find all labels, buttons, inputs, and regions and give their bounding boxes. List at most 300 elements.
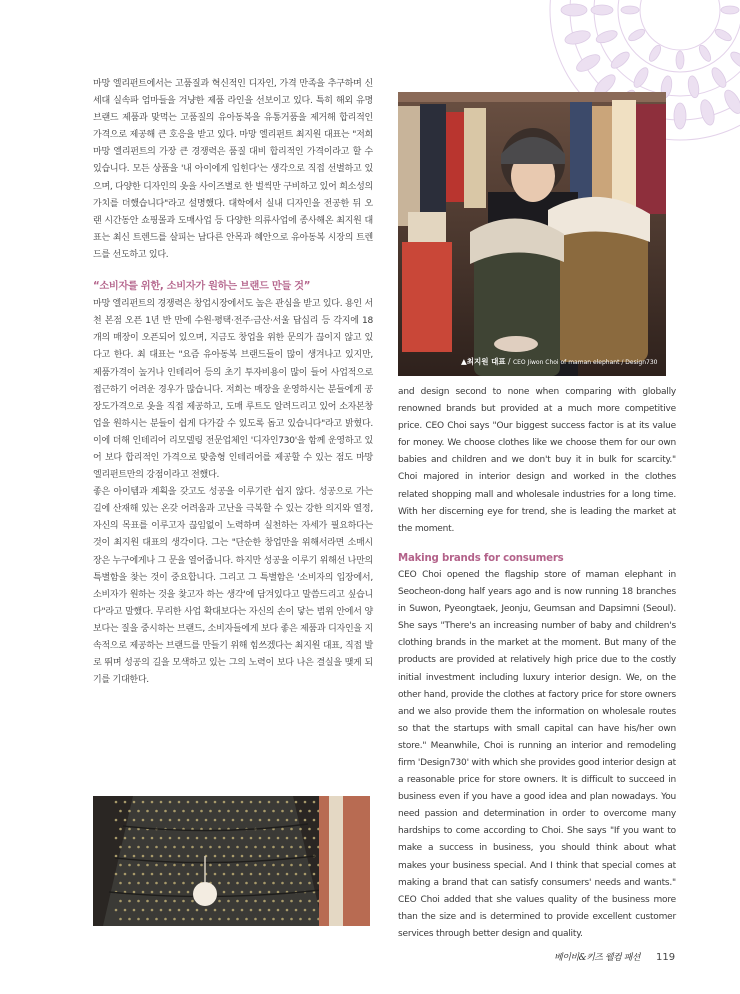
fabric-dot [313, 909, 316, 912]
fabric-dot [245, 918, 248, 921]
fabric-dot [232, 873, 235, 876]
mandala-petal [709, 66, 729, 90]
fabric-dot [281, 918, 284, 921]
mandala-petal [609, 49, 632, 71]
fabric-dot [187, 855, 190, 858]
fabric-dot [218, 918, 221, 921]
fabric-dot [286, 855, 289, 858]
fabric-dot [160, 855, 163, 858]
fabric-dot [169, 837, 172, 840]
fabric-dot [137, 864, 140, 867]
fabric-dot [196, 837, 199, 840]
fabric-dot [277, 837, 280, 840]
english-section-heading: Making brands for consumers [398, 552, 564, 564]
fabric-dot [227, 810, 230, 813]
fabric-dot [160, 891, 163, 894]
fabric-dot [119, 918, 122, 921]
fabric-dot [304, 801, 307, 804]
fabric-dot [250, 855, 253, 858]
fabric-dot [137, 810, 140, 813]
fabric-dot [133, 873, 136, 876]
fabric-dot [128, 864, 131, 867]
fabric-dot [128, 882, 131, 885]
fabric-dot [236, 846, 239, 849]
fabric-dot [250, 873, 253, 876]
fabric-dot [173, 846, 176, 849]
fabric-dot [295, 909, 298, 912]
fabric-dot [272, 846, 275, 849]
fabric-dot [277, 801, 280, 804]
fabric-dot [263, 810, 266, 813]
korean-paragraph: 마망 엘리펀트에서는 고품질과 혁신적인 디자인, 가격 만족을 추구하며 신세대 실속파 엄마들을 겨냥한 제품 라인을 선보이고 있다. 특히 해외 유명 브랜드 제품과 맞먹는 고품질의 유아동복을 유통거품을 제거해 합리적인 가격으로 제공해 큰 호응을 받고 있다. 마망 엘리펀트 최지원 대표는 "저희 마망 엘리펀트의 가장 큰 경쟁력은 품질 대비 합리적인 가격이라고 할 수 있습니다. 모든 상품을 '내 아이에게 입힌다'는 생각으로 직접 선별하고 있으며, 다양한 디자인의 옷을 사이즈별로 한 벌씩만 구비하고 있어 희소성의 가치를 더했습니다"라고 설명했다. 대학에서 실내 디자인을 전공한 뒤 오랜 시간동안 쇼핑몰과 도매사업 등 다양한 의류사업에 종사해온 최지원 대표는 최신 트렌드를 살피는 남다른 안목과 혜안으로 유아동복 시장의 트렌드를 선도하고 있다. [93, 79, 373, 260]
fabric-dot [146, 900, 149, 903]
fabric-dot [223, 801, 226, 804]
fabric-dot [173, 900, 176, 903]
english-paragraph: and design second to none when comparing with globally renowned brands but provided at a much more competitive price. CEO Choi says "Our biggest success factor is at its value for money. We choose clothes like we choose them for our own babies and children and we don't buy it in bulk for scarcity." Choi majored in interior design and worked in the clothes related shopping mall and wholesale industries for a long time. With her discerning eye for trend, she is leading the market at the moment. [398, 387, 676, 534]
fabric-dot [263, 900, 266, 903]
fabric-dot [268, 891, 271, 894]
fabric-dot [169, 801, 172, 804]
fabric-dot [173, 810, 176, 813]
fabric-dot [313, 837, 316, 840]
fabric-dot [182, 918, 185, 921]
fabric-dot [313, 819, 316, 822]
fabric-dot [119, 810, 122, 813]
fabric-dot [182, 882, 185, 885]
fabric-dot [164, 810, 167, 813]
fabric-dot [295, 801, 298, 804]
fabric-dot [241, 819, 244, 822]
fabric-dot [178, 873, 181, 876]
fabric-dot [241, 909, 244, 912]
fabric-dot [250, 837, 253, 840]
fabric-dot [142, 909, 145, 912]
fabric-dot [290, 810, 293, 813]
fabric-dot [214, 801, 217, 804]
mandala-petal [698, 98, 716, 126]
fabric-dot [128, 828, 131, 831]
fabric-dot [245, 900, 248, 903]
fabric-dot [115, 801, 118, 804]
fabric-dot [155, 810, 158, 813]
fabric-dot [259, 801, 262, 804]
fabric-dot [308, 918, 311, 921]
fabric-dot [236, 918, 239, 921]
fabric-dot [281, 882, 284, 885]
fabric-dot [281, 900, 284, 903]
fabric-dot [209, 864, 212, 867]
fabric-dot [232, 837, 235, 840]
fabric-dot [200, 918, 203, 921]
fabric-dot [313, 873, 316, 876]
fabric-dot [146, 810, 149, 813]
korean-paragraph: 좋은 아이템과 계획을 갖고도 성공을 이루기란 쉽지 않다. 성공으로 가는 길에 산재해 있는 온갖 어려움과 고난을 극복할 수 있는 강한 의지와 열정, 자신의 목표를 이루고자 끊임없이 노력하며 실천하는 자세가 필요하다는 것이 최지원 대표의 생각이다. 그는 "단순한 창업만을 위해서라면 소매시장은 누구에게나 그 문을 열어줍니다. 하지만 성공을 이루기 위해선 나만의 특별함을 찾는 것이 중요합니다. 그리고 그 특별함은 '소비자의 입장에서, 소비자가 원하는 것을 찾고자 하는 생각'에 담겨있다고 말씀드리고 싶습니다"라고 말했다. 무리한 사업 확대보다는 자신의 손이 닿는 범위 안에서 양보다는 질을 중시하는 브랜드, 소비자들에게 보다 좋은 제품과 디자인을 지속적으로 제공하는 브랜드를 만들기 위해 힘쓰겠다는 최지원 대표, 직접 발로 뛰며 성공의 길을 모색하고 있는 그의 노력이 보다 나은 결실을 맺게 되기를 기대한다. [93, 487, 373, 686]
fabric-dot [187, 909, 190, 912]
ceo-photo [398, 92, 666, 376]
fabric-dot [286, 909, 289, 912]
fabric-dot [164, 864, 167, 867]
fabric-dot [124, 873, 127, 876]
fabric-dot [277, 909, 280, 912]
fabric-dot [286, 837, 289, 840]
fabric-dot [232, 891, 235, 894]
fabric-dot [245, 810, 248, 813]
fabric-dot [236, 882, 239, 885]
mandala-petal [574, 51, 603, 74]
fabric-dot [277, 819, 280, 822]
fabric-dot [133, 801, 136, 804]
fabric-dot [137, 882, 140, 885]
fabric-dot [164, 900, 167, 903]
fabric-dot [196, 873, 199, 876]
fabric-dot [268, 801, 271, 804]
fabric-dot [124, 909, 127, 912]
fabric-dot [272, 918, 275, 921]
mandala-petal [647, 44, 663, 64]
fabric-dot [295, 819, 298, 822]
fabric-dot [286, 873, 289, 876]
jacket-photo [93, 796, 370, 926]
fabric-dot [187, 819, 190, 822]
fabric-dot [286, 801, 289, 804]
fabric-dot [295, 873, 298, 876]
fabric-dot [299, 810, 302, 813]
fabric-dot [182, 810, 185, 813]
fabric-dot [268, 909, 271, 912]
fabric-dot [241, 801, 244, 804]
fabric-dot [164, 918, 167, 921]
fabric-dot [281, 828, 284, 831]
fabric-dot [304, 909, 307, 912]
fabric-dot [119, 900, 122, 903]
fabric-dot [169, 873, 172, 876]
fabric-dot [272, 810, 275, 813]
fabric-dot [223, 891, 226, 894]
fabric-dot [178, 909, 181, 912]
fabric-dot [268, 855, 271, 858]
fabric-dot [191, 918, 194, 921]
fabric-dot [115, 837, 118, 840]
mandala-petal [687, 75, 701, 98]
fabric-dot [142, 801, 145, 804]
mandala-petal [714, 27, 734, 43]
fabric-dot [205, 819, 208, 822]
fabric-dot [218, 882, 221, 885]
fabric-dot [232, 909, 235, 912]
korean-paragraph: 마망 엘리펀트의 경쟁력은 창업시장에서도 높은 관심을 받고 있다. 용인 서천 본점 오픈 1년 반 만에 수원·평택·전주·금산·서울 답십리 등 각지에 18개의 매장이 오픈되어 있으며, 지금도 창업을 위한 문의가 끊이지 않고 있다고 한다. 최 대표는 "요즘 유아동복 브랜드들이 많이 생겨나고 있지만, 제품가격이 높거나 인테리어 등의 초기 투자비용이 많이 들어 사업적으로 접근하기 어려운 경우가 많습니다. 저희는 매장을 운영하시는 분들에게 공장도가격으로 옷을 직접 제공하고, 도매 루트도 알려드리고 있어 소자본창업을 원하시는 분들이 쉽게 다가갈 수 있도록 돕고 있습니다"라고 밝혔다. 이에 더해 인테리어 리모델링 전문업체인 '디자인730'을 함께 운영하고 있어 보다 합리적인 가격으로 맞춤형 인테리어를 제공할 수 있는 점도 마망 엘리펀트만의 강점이라고 전했다. [93, 299, 373, 481]
fabric-dot [155, 846, 158, 849]
fabric-dot [182, 864, 185, 867]
fabric-dot [178, 891, 181, 894]
fabric-dot [119, 828, 122, 831]
fabric-dot [142, 837, 145, 840]
fabric-dot [227, 846, 230, 849]
fabric-dot [227, 900, 230, 903]
fabric-dot [115, 855, 118, 858]
mandala-petal [674, 103, 686, 129]
fabric-dot [218, 864, 221, 867]
fabric-dot [254, 918, 257, 921]
korean-article-column [93, 76, 373, 689]
mandala-petal [621, 6, 639, 14]
fabric-dot [245, 846, 248, 849]
fabric-dot [290, 900, 293, 903]
fabric-dot [169, 909, 172, 912]
fabric-dot [214, 909, 217, 912]
fabric-dot [272, 882, 275, 885]
english-article-column [398, 384, 676, 943]
fabric-dot [187, 801, 190, 804]
fabric-dot [227, 918, 230, 921]
fabric-dot [290, 828, 293, 831]
fabric-dot [155, 900, 158, 903]
fabric-dot [209, 810, 212, 813]
fabric-dot [272, 900, 275, 903]
fabric-dot [263, 846, 266, 849]
fabric-dot [263, 864, 266, 867]
fabric-dot [272, 864, 275, 867]
fabric-dot [146, 882, 149, 885]
fabric-dot [259, 891, 262, 894]
fabric-dot [137, 900, 140, 903]
fabric-dot [277, 873, 280, 876]
fabric-dot [137, 846, 140, 849]
fabric-dot [277, 891, 280, 894]
fabric-dot [214, 819, 217, 822]
fabric-dot [119, 864, 122, 867]
fabric-dot [299, 882, 302, 885]
fabric-dot [227, 864, 230, 867]
fabric-dot [200, 846, 203, 849]
fabric-dot [232, 801, 235, 804]
mandala-petal [721, 6, 739, 14]
fabric-dot [142, 855, 145, 858]
fabric-dot [128, 810, 131, 813]
fabric-dot [209, 918, 212, 921]
fabric-dot [115, 873, 118, 876]
fabric-dot [200, 864, 203, 867]
fabric-dot [178, 855, 181, 858]
fabric-dot [241, 891, 244, 894]
fabric-dot [290, 846, 293, 849]
fabric-dot [286, 819, 289, 822]
fabric-dot [259, 819, 262, 822]
fabric-dot [169, 855, 172, 858]
fabric-dot [308, 810, 311, 813]
fabric-dot [155, 864, 158, 867]
fabric-dot [151, 801, 154, 804]
mandala-petal [595, 28, 619, 45]
fabric-dot [299, 828, 302, 831]
fabric-dot [223, 819, 226, 822]
fabric-dot [277, 855, 280, 858]
fabric-dot [115, 909, 118, 912]
fabric-dot [299, 846, 302, 849]
fabric-dot [133, 909, 136, 912]
fabric-dot [128, 846, 131, 849]
fabric-dot [128, 900, 131, 903]
fabric-dot [151, 837, 154, 840]
fabric-dot [268, 873, 271, 876]
fabric-dot [236, 810, 239, 813]
fabric-dot [254, 882, 257, 885]
fabric-dot [151, 873, 154, 876]
fabric-dot [164, 846, 167, 849]
fabric-dot [124, 819, 127, 822]
fabric-dot [205, 801, 208, 804]
fabric-dot [304, 819, 307, 822]
fabric-dot [146, 918, 149, 921]
fabric-dot [169, 891, 172, 894]
fabric-dot [115, 819, 118, 822]
caption-korean: 최지원 대표 [466, 357, 506, 366]
fabric-dot [196, 801, 199, 804]
fabric-dot [259, 855, 262, 858]
mandala-petal [564, 28, 592, 46]
fabric-dot [160, 873, 163, 876]
fabric-dot [232, 855, 235, 858]
caption-separator: / [508, 357, 511, 366]
fabric-dot [187, 837, 190, 840]
fabric-dot [304, 837, 307, 840]
fabric-dot [268, 837, 271, 840]
fabric-dot [124, 837, 127, 840]
fabric-dot [178, 819, 181, 822]
fabric-dot [227, 882, 230, 885]
fabric-dot [250, 909, 253, 912]
fabric-dot [214, 873, 217, 876]
fabric-dot [290, 882, 293, 885]
fabric-dot [196, 855, 199, 858]
fabric-dot [142, 891, 145, 894]
fabric-dot [133, 819, 136, 822]
mandala-petal [676, 51, 684, 69]
fabric-dot [241, 873, 244, 876]
fabric-dot [290, 864, 293, 867]
fabric-dot [254, 810, 257, 813]
mandala-petal [627, 27, 647, 43]
page-number: 119 [656, 952, 676, 963]
mandala-petal [561, 4, 587, 16]
fabric-dot [250, 891, 253, 894]
fabric-dot [250, 819, 253, 822]
fabric-dot [245, 882, 248, 885]
fabric-dot [151, 891, 154, 894]
fabric-dot [160, 819, 163, 822]
caption-marker: ▲ [461, 357, 467, 366]
fabric-dot [218, 810, 221, 813]
fabric-dot [254, 900, 257, 903]
fabric-dot [259, 837, 262, 840]
fabric-dot [259, 909, 262, 912]
fabric-dot [223, 873, 226, 876]
fabric-dot [178, 801, 181, 804]
fabric-dot [160, 801, 163, 804]
fabric-dot [308, 846, 311, 849]
fabric-dot [308, 900, 311, 903]
fabric-dot [223, 855, 226, 858]
fabric-dot [214, 837, 217, 840]
english-paragraph: CEO Choi opened the flagship store of maman elephant in Seocheon-dong half years ago and is now running 18 branches in Suwon, Pyeongtaek, Jeonju, Geumsan and Dapsimni (Seoul). She says "There's an increasing number of baby and children's clothing brands in the market at the moment. But many of the products are provided at relatively high price due to the costly initial investment including luxury interior design. We, on the other hand, provide the clothes at factory price for store owners and we also provide them the information on wholesale routes so that the startups with small capital can have his/her own store." Meanwhile, Choi is running an interior and remodeling firm 'Design730' with which she provides good interior design at a reasonable price for store owners. It is difficult to succeed in business even if you have a good idea and plan nowadays. You need passion and determination in order to overcome many hardships to come according to Choi. She says "If you want to make a success in business, you should think about what makes your business special. And I think that special comes at making a brand that can satisfy consumers' needs and wants." CEO Choi added that she values quality of the business more than the size and is determined to provide excellent customer services through better design and quality. [398, 569, 676, 939]
fabric-dot [178, 837, 181, 840]
fabric-dot [218, 900, 221, 903]
fabric-dot [281, 864, 284, 867]
fabric-dot [160, 909, 163, 912]
fabric-dot [182, 846, 185, 849]
fabric-dot [137, 918, 140, 921]
korean-section-heading: “소비자를 위한, 소비자가 원하는 브랜드 만들 것” [93, 281, 311, 293]
fabric-dot [151, 855, 154, 858]
fabric-dot [191, 882, 194, 885]
fabric-dot [146, 846, 149, 849]
fabric-dot [281, 846, 284, 849]
caption-english: CEO Jiwon Choi of maman elephant / Design730 [512, 359, 658, 366]
fabric-dot [205, 837, 208, 840]
mandala-petal [697, 44, 713, 64]
mandala-petal [631, 66, 651, 90]
fabric-dot [191, 864, 194, 867]
fabric-dot [200, 810, 203, 813]
fabric-dot [223, 909, 226, 912]
fabric-dot [304, 873, 307, 876]
mandala-petal [728, 49, 740, 71]
fabric-dot [209, 846, 212, 849]
fabric-dot [218, 846, 221, 849]
fabric-dot [214, 855, 217, 858]
mandala-petal [721, 88, 740, 117]
fabric-dot [295, 855, 298, 858]
photo-caption [461, 356, 657, 367]
fabric-dot [187, 873, 190, 876]
fabric-dot [191, 846, 194, 849]
fabric-dot [151, 909, 154, 912]
fabric-dot [146, 864, 149, 867]
fabric-dot [191, 810, 194, 813]
mandala-petal [591, 5, 613, 15]
fabric-dot [308, 864, 311, 867]
fabric-dot [241, 855, 244, 858]
fabric-dot [295, 837, 298, 840]
fabric-dot [259, 873, 262, 876]
fabric-dot [308, 828, 311, 831]
fabric-dot [263, 882, 266, 885]
fabric-dot [182, 900, 185, 903]
fabric-dot [155, 918, 158, 921]
fabric-dot [232, 819, 235, 822]
fabric-dot [128, 918, 131, 921]
fabric-dot [173, 918, 176, 921]
fabric-dot [133, 891, 136, 894]
fabric-dot [155, 882, 158, 885]
fabric-dot [308, 882, 311, 885]
fabric-dot [124, 801, 127, 804]
fabric-dot [119, 882, 122, 885]
fabric-dot [191, 900, 194, 903]
fabric-dot [142, 873, 145, 876]
fabric-dot [250, 801, 253, 804]
fabric-dot [281, 810, 284, 813]
magazine-logo: 베이비&키즈 웰컴 패션 [554, 953, 640, 963]
fabric-dot [299, 918, 302, 921]
fabric-dot [245, 864, 248, 867]
fabric-dot [263, 918, 266, 921]
fabric-dot [254, 846, 257, 849]
fabric-dot [268, 819, 271, 822]
fabric-dot [164, 882, 167, 885]
fabric-dot [173, 864, 176, 867]
fabric-dot [254, 864, 257, 867]
fabric-dot [223, 837, 226, 840]
